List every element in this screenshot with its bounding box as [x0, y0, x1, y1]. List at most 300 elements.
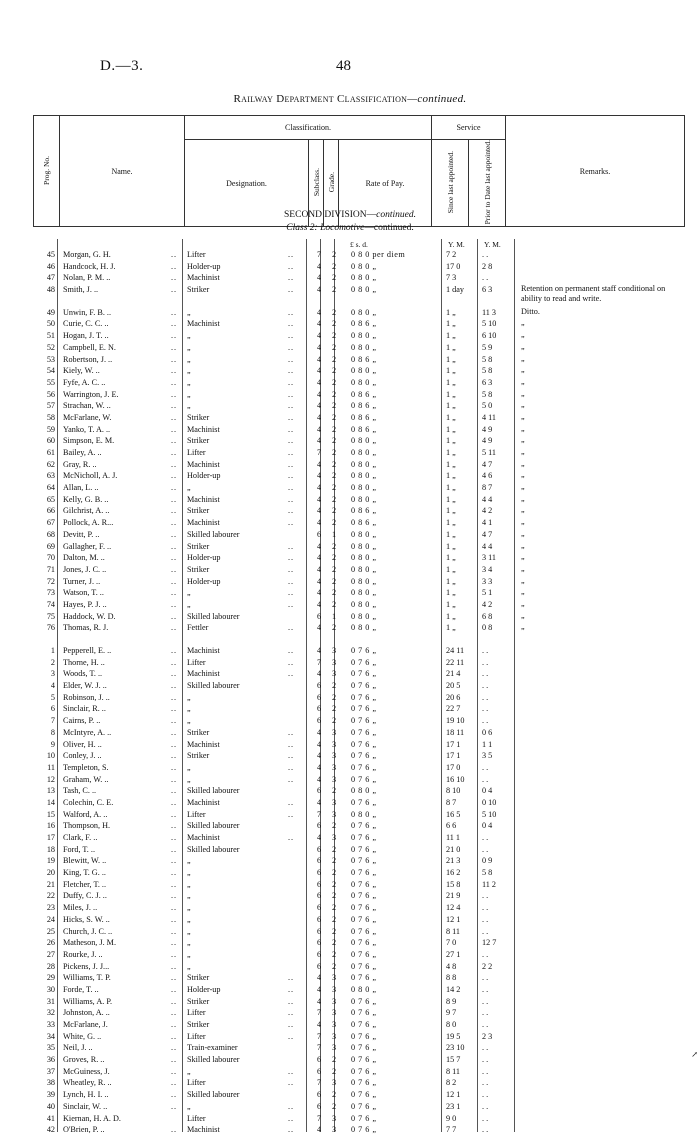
cell-name: Haddock, W. D.	[63, 611, 116, 621]
cell-prog-no: 20	[46, 868, 55, 878]
cell-since-last: 16 10	[446, 774, 465, 784]
cell-prior-to-date: 3 5	[482, 751, 493, 761]
cell-subclass: 7	[316, 657, 322, 667]
cell-leader-dots: ..	[288, 797, 295, 807]
cell-rate-of-pay: 0 7 6 „	[351, 844, 377, 854]
cell-subclass: 4	[316, 494, 322, 504]
table-row	[33, 365, 685, 377]
cell-prior-to-date: 11 3	[482, 307, 497, 317]
table-row	[33, 902, 685, 914]
cell-leader-dots: ..	[171, 319, 178, 329]
cell-grade: 3	[331, 996, 337, 1006]
table-row	[33, 703, 685, 715]
cell-leader-dots: ..	[171, 821, 178, 831]
cell-grade: 2	[331, 459, 337, 469]
cell-name: McGuiness, J.	[63, 1066, 110, 1076]
cell-subclass: 4	[316, 354, 322, 364]
cell-leader-dots: ..	[171, 879, 178, 889]
table-row	[33, 1101, 685, 1113]
cell-subclass: 6	[316, 681, 322, 691]
cell-leader-dots: ..	[171, 739, 178, 749]
cell-leader-dots: ..	[288, 285, 295, 295]
cell-subclass: 4	[316, 261, 322, 271]
table-row	[33, 785, 685, 797]
cell-name: Clark, F. ..	[63, 833, 98, 842]
cell-leader-dots: ..	[288, 996, 295, 1006]
cell-designation: „	[187, 704, 191, 714]
cell-designation: „	[187, 599, 191, 609]
cell-leader-dots: ..	[171, 483, 178, 493]
cell-name: Thompson, H.	[63, 821, 111, 831]
cell-leader-dots: ..	[171, 250, 178, 259]
cell-prior-to-date: 2 8	[482, 261, 493, 271]
cell-prior-to-date: . .	[482, 903, 489, 913]
cell-since-last: 1 „	[446, 611, 456, 621]
table-row	[33, 599, 685, 611]
cell-leader-dots: ..	[288, 541, 295, 551]
cell-rate-of-pay: 0 7 6 „	[351, 821, 377, 831]
cell-leader-dots: ..	[288, 1020, 295, 1029]
cell-prog-no: 5	[50, 692, 55, 702]
prog-no-header: Prog. No.	[34, 116, 60, 227]
cell-leader-dots: ..	[288, 833, 295, 842]
table-row	[33, 1089, 685, 1101]
cell-since-last: 1 „	[446, 448, 456, 457]
cell-since-last: 8 0	[446, 1020, 457, 1029]
cell-rate-of-pay: 0 7 6 „	[351, 868, 377, 878]
cell-leader-dots: ..	[171, 856, 178, 866]
cell-grade: 2	[331, 250, 337, 259]
cell-prog-no: 42	[46, 1125, 55, 1135]
cell-prior-to-date: 8 7	[482, 483, 493, 493]
cell-grade: 2	[331, 273, 337, 283]
cell-leader-dots: ..	[171, 891, 178, 901]
cell-prog-no: 18	[46, 844, 55, 854]
cell-name: Matheson, J. M.	[63, 938, 116, 948]
cell-rate-of-pay: 0 8 0 per diem	[351, 250, 406, 259]
cell-name: Colechin, C. E.	[63, 797, 114, 807]
cell-designation: Machinist	[187, 669, 220, 679]
cell-grade: 2	[331, 331, 337, 341]
cell-designation: Holder-up	[187, 576, 221, 586]
prior-units: Y. M.	[484, 240, 501, 249]
cell-designation: Skilled labourer	[187, 821, 240, 831]
cell-leader-dots: ..	[288, 261, 295, 271]
cell-subclass: 6	[316, 1055, 322, 1065]
cell-remarks: „	[521, 587, 525, 597]
cell-grade: 3	[331, 833, 337, 842]
cell-since-last: 1 „	[446, 506, 456, 516]
cell-grade: 3	[331, 1031, 337, 1041]
table-row	[33, 354, 685, 366]
cell-rate-of-pay: 0 7 6 „	[351, 949, 377, 959]
cell-leader-dots: ..	[171, 949, 178, 959]
cell-leader-dots: ..	[288, 751, 295, 761]
cell-subclass: 4	[316, 984, 322, 994]
cell-leader-dots: ..	[288, 412, 295, 422]
cell-prior-to-date: 2 2	[482, 961, 493, 971]
cell-prog-no: 13	[46, 786, 55, 796]
cell-subclass: 7	[316, 250, 322, 259]
cell-designation: „	[187, 389, 191, 399]
cell-subclass: 4	[316, 541, 322, 551]
cell-subclass: 4	[316, 366, 322, 376]
cell-leader-dots: ..	[288, 424, 295, 434]
cell-grade: 3	[331, 1113, 337, 1123]
cell-name: Thomas, R. J.	[63, 623, 109, 633]
cell-name: Hicks, S. W. ..	[63, 914, 110, 924]
cell-grade: 2	[331, 704, 337, 714]
cell-since-last: 12 4	[446, 903, 461, 913]
cell-prog-no: 59	[46, 424, 55, 434]
cell-name: Graham, W. ..	[63, 774, 109, 784]
cell-rate-of-pay: 0 8 0 „	[351, 611, 377, 621]
cell-prior-to-date: 6 8	[482, 611, 493, 621]
table-row	[33, 645, 685, 657]
cell-leader-dots: ..	[171, 518, 178, 528]
cell-prog-no: 49	[46, 307, 55, 317]
cell-subclass: 4	[316, 833, 322, 842]
cell-rate-of-pay: 0 8 0 „	[351, 459, 377, 469]
cell-rate-of-pay: 0 8 0 „	[351, 377, 377, 387]
cell-rate-of-pay: 0 7 6 „	[351, 669, 377, 679]
cell-leader-dots: ..	[171, 1020, 178, 1029]
title-main: Railway Department Classification	[233, 93, 408, 105]
cell-designation: Holder-up	[187, 471, 221, 481]
cell-leader-dots: ..	[171, 716, 178, 726]
cell-name: McFarlane, W.	[63, 412, 112, 422]
cell-prior-to-date: 5 0	[482, 401, 493, 411]
cell-rate-of-pay: 0 8 0 „	[351, 588, 377, 598]
cell-remarks: „	[521, 400, 525, 410]
cell-name: Sinclair, R. ..	[63, 704, 106, 714]
cell-designation: „	[187, 762, 191, 772]
cell-name: Williams, T. P.	[63, 973, 111, 983]
cell-prog-no: 10	[46, 751, 55, 761]
cell-grade: 3	[331, 751, 337, 761]
cell-name: Allan, L. ..	[63, 483, 99, 493]
cell-leader-dots: ..	[171, 564, 178, 574]
cell-rate-of-pay: 0 7 6 „	[351, 739, 377, 749]
cell-prior-to-date: 6 10	[482, 331, 497, 341]
cell-grade: 2	[331, 401, 337, 411]
cell-prog-no: 75	[46, 611, 55, 621]
cell-leader-dots: ..	[171, 984, 178, 994]
cell-since-last: 20 6	[446, 692, 461, 702]
cell-subclass: 4	[316, 342, 322, 352]
cell-subclass: 4	[316, 751, 322, 761]
cell-grade: 1	[331, 611, 337, 621]
cell-designation: Lifter	[187, 448, 206, 457]
cell-designation: Lifter	[187, 657, 206, 667]
cell-since-last: 7 3	[446, 273, 457, 283]
cell-designation: „	[187, 949, 191, 959]
cell-designation: Striker	[187, 541, 210, 551]
cell-grade: 3	[331, 657, 337, 667]
table-row	[33, 564, 685, 576]
cell-leader-dots: ..	[171, 844, 178, 854]
cell-prior-to-date: . .	[482, 762, 489, 772]
cell-designation: Machinist	[187, 518, 220, 528]
table-row	[33, 797, 685, 809]
table-row	[33, 611, 685, 623]
cell-leader-dots: ..	[171, 1101, 178, 1111]
cell-subclass: 4	[316, 646, 322, 655]
cell-since-last: 1 „	[446, 494, 456, 504]
cell-designation: Striker	[187, 1020, 210, 1029]
cell-subclass: 4	[316, 273, 322, 283]
table-row	[33, 984, 685, 996]
cell-since-last: 21 4	[446, 669, 461, 679]
cell-grade: 2	[331, 448, 337, 457]
cell-leader-dots: ..	[171, 657, 178, 667]
cell-leader-dots: ..	[171, 797, 178, 807]
table-row	[33, 867, 685, 879]
cell-rate-of-pay: 0 8 0 „	[351, 529, 377, 539]
cell-subclass: 6	[316, 611, 322, 621]
cell-subclass: 6	[316, 1101, 322, 1111]
cell-grade: 2	[331, 307, 337, 317]
cell-grade: 2	[331, 564, 337, 574]
cell-name: Robertson, J. ..	[63, 354, 113, 364]
cell-subclass: 6	[316, 1066, 322, 1076]
cell-name: McFarlane, J.	[63, 1020, 108, 1029]
cell-designation: Striker	[187, 727, 210, 737]
cell-leader-dots: ..	[171, 611, 178, 621]
cell-prior-to-date: 4 11	[482, 412, 497, 422]
cell-prior-to-date: . .	[482, 844, 489, 854]
cell-grade: 3	[331, 669, 337, 679]
cell-rate-of-pay: 0 8 0 „	[351, 576, 377, 586]
cell-leader-dots: ..	[288, 1031, 295, 1041]
cell-designation: Striker	[187, 973, 210, 983]
cell-subclass: 4	[316, 576, 322, 586]
cell-since-last: 9 0	[446, 1113, 457, 1123]
cell-leader-dots: ..	[171, 623, 178, 633]
cell-leader-dots: ..	[288, 366, 295, 376]
cell-prog-no: 58	[46, 412, 55, 422]
cell-rate-of-pay: 0 8 6 „	[351, 506, 377, 516]
cell-prior-to-date: 0 8	[482, 623, 493, 633]
cell-leader-dots: ..	[171, 1078, 178, 1088]
cell-prior-to-date: . .	[482, 833, 489, 842]
cell-rate-of-pay: 0 8 0 „	[351, 494, 377, 504]
cell-since-last: 15 7	[446, 1055, 461, 1065]
cell-prog-no: 57	[46, 401, 55, 411]
cell-leader-dots: ..	[171, 996, 178, 1006]
cell-prior-to-date: 2 3	[482, 1031, 493, 1041]
cell-designation: „	[187, 307, 191, 317]
table-row	[33, 284, 685, 304]
cell-rate-of-pay: 0 8 0 „	[351, 436, 377, 446]
cell-leader-dots: ..	[288, 646, 295, 655]
cell-since-last: 7 2	[446, 250, 457, 259]
cell-remarks: „	[521, 517, 525, 527]
cell-since-last: 17 0	[446, 762, 461, 772]
cell-leader-dots: ..	[288, 588, 295, 598]
cell-subclass: 6	[316, 949, 322, 959]
cell-prog-no: 56	[46, 389, 55, 399]
table-row	[33, 1124, 685, 1136]
table-row	[33, 832, 685, 844]
cell-name: Warrington, J. E.	[63, 389, 119, 399]
cell-prior-to-date: 4 2	[482, 599, 493, 609]
cell-rate-of-pay: 0 7 6 „	[351, 1101, 377, 1111]
cell-remarks: „	[521, 388, 525, 398]
cell-leader-dots: ..	[171, 1043, 178, 1053]
cell-prog-no: 68	[46, 529, 55, 539]
cell-prior-to-date: . .	[482, 973, 489, 983]
cell-grade: 2	[331, 821, 337, 831]
cell-prior-to-date: 0 4	[482, 786, 493, 796]
document-code: D.—3.	[100, 58, 144, 74]
cell-leader-dots: ..	[288, 576, 295, 586]
cell-since-last: 24 11	[446, 646, 465, 655]
cell-designation: Striker	[187, 996, 210, 1006]
cell-subclass: 4	[316, 996, 322, 1006]
table-row	[33, 739, 685, 751]
cell-designation: „	[187, 879, 191, 889]
cell-designation: Machinist	[187, 273, 220, 283]
cell-rate-of-pay: 0 8 0 „	[351, 984, 377, 994]
table-row	[33, 879, 685, 891]
cell-name: Robinson, J. ..	[63, 692, 110, 702]
cell-since-last: 23 10	[446, 1043, 465, 1053]
cell-rate-of-pay: 0 8 0 „	[351, 623, 377, 633]
cell-designation: Skilled labourer	[187, 1055, 240, 1065]
cell-rate-of-pay: 0 8 0 „	[351, 599, 377, 609]
cell-since-last: 8 11	[446, 926, 461, 936]
cell-prog-no: 24	[46, 914, 55, 924]
cell-prior-to-date: . .	[482, 996, 489, 1006]
cell-since-last: 11 1	[446, 833, 461, 842]
table-row	[33, 1113, 685, 1125]
cell-designation: „	[187, 1101, 191, 1111]
cell-leader-dots: ..	[171, 506, 178, 516]
cell-rate-of-pay: 0 7 6 „	[351, 1020, 377, 1029]
cell-rate-of-pay: 0 8 6 „	[351, 389, 377, 399]
cell-prior-to-date: 0 9	[482, 856, 493, 866]
cell-since-last: 14 2	[446, 984, 461, 994]
cell-since-last: 1 „	[446, 331, 456, 341]
cell-prior-to-date: 11 2	[482, 879, 497, 889]
margin-mark: ↗	[691, 1050, 698, 1059]
cell-prog-no: 76	[46, 623, 55, 633]
cell-since-last: 1 „	[446, 424, 456, 434]
table-row	[33, 272, 685, 284]
cell-leader-dots: ..	[288, 1101, 295, 1111]
cell-rate-of-pay: 0 7 6 „	[351, 1043, 377, 1053]
cell-rate-of-pay: 0 7 6 „	[351, 727, 377, 737]
cell-designation: „	[187, 868, 191, 878]
cell-subclass: 4	[316, 762, 322, 772]
cell-prog-no: 41	[46, 1113, 55, 1123]
cell-subclass: 6	[316, 903, 322, 913]
cell-prog-no: 3	[50, 669, 55, 679]
table-row	[33, 1007, 685, 1019]
cell-rate-of-pay: 0 7 6 „	[351, 657, 377, 667]
cell-subclass: 6	[316, 704, 322, 714]
cell-rate-of-pay: 0 8 6 „	[351, 518, 377, 528]
cell-leader-dots: ..	[171, 331, 178, 341]
cell-rate-of-pay: 0 8 0 „	[351, 564, 377, 574]
cell-leader-dots: ..	[171, 389, 178, 399]
cell-prog-no: 36	[46, 1055, 55, 1065]
cell-grade: 2	[331, 424, 337, 434]
cell-rate-of-pay: 0 8 0 „	[351, 285, 377, 295]
cell-subclass: 4	[316, 389, 322, 399]
cell-leader-dots: ..	[171, 774, 178, 784]
cell-name: Gilchrist, A. ..	[63, 506, 110, 516]
cell-name: Campbell, E. N.	[63, 342, 116, 352]
division-heading: SECOND DIVISION—continued.	[284, 210, 416, 220]
cell-leader-dots: ..	[288, 727, 295, 737]
cell-prior-to-date: 0 10	[482, 797, 497, 807]
cell-prog-no: 9	[50, 739, 55, 749]
cell-remarks: „	[521, 610, 525, 620]
cell-name: McNicholl, A. J.	[63, 471, 118, 481]
table-row	[33, 1066, 685, 1078]
cell-leader-dots: ..	[288, 354, 295, 364]
cell-name: Smith, J. ..	[63, 285, 99, 295]
cell-rate-of-pay: 0 8 6 „	[351, 401, 377, 411]
table-row	[33, 844, 685, 856]
cell-designation: Machinist	[187, 319, 220, 329]
table-row	[33, 949, 685, 961]
cell-prog-no: 15	[46, 809, 55, 819]
cell-subclass: 4	[316, 307, 322, 317]
cell-grade: 2	[331, 354, 337, 364]
cell-prior-to-date: . .	[482, 1090, 489, 1100]
table-row	[33, 820, 685, 832]
cell-rate-of-pay: 0 7 6 „	[351, 856, 377, 866]
cell-leader-dots: ..	[288, 518, 295, 528]
table-row	[33, 576, 685, 588]
cell-rate-of-pay: 0 8 0 „	[351, 342, 377, 352]
cell-designation: Lifter	[187, 1078, 206, 1088]
cell-subclass: 7	[316, 1031, 322, 1041]
cell-grade: 2	[331, 681, 337, 691]
cell-prog-no: 73	[46, 588, 55, 598]
cell-name: Devitt, P. ..	[63, 529, 100, 539]
cell-since-last: 1 „	[446, 471, 456, 481]
cell-leader-dots: ..	[171, 459, 178, 469]
cell-prog-no: 51	[46, 331, 55, 341]
cell-since-last: 8 11	[446, 1066, 461, 1076]
cell-since-last: 18 11	[446, 727, 465, 737]
cell-name: Curie, C. C. ..	[63, 319, 109, 329]
cell-leader-dots: ..	[288, 623, 295, 633]
cell-leader-dots: ..	[288, 307, 295, 317]
cell-prog-no: 16	[46, 821, 55, 831]
cell-prog-no: 32	[46, 1008, 55, 1018]
cell-leader-dots: ..	[171, 762, 178, 772]
cell-subclass: 6	[316, 926, 322, 936]
cell-rate-of-pay: 0 7 6 „	[351, 1090, 377, 1100]
cell-prog-no: 33	[46, 1020, 55, 1029]
cell-designation: „	[187, 961, 191, 971]
cell-leader-dots: ..	[171, 646, 178, 655]
cell-subclass: 4	[316, 459, 322, 469]
cell-prior-to-date: . .	[482, 1101, 489, 1111]
cell-leader-dots: ..	[288, 1125, 295, 1135]
cell-leader-dots: ..	[171, 973, 178, 983]
cell-subclass: 4	[316, 412, 322, 422]
cell-designation: Striker	[187, 751, 210, 761]
cell-leader-dots: ..	[288, 459, 295, 469]
cell-name: Forde, T. ..	[63, 984, 99, 994]
cell-since-last: 1 „	[446, 518, 456, 528]
